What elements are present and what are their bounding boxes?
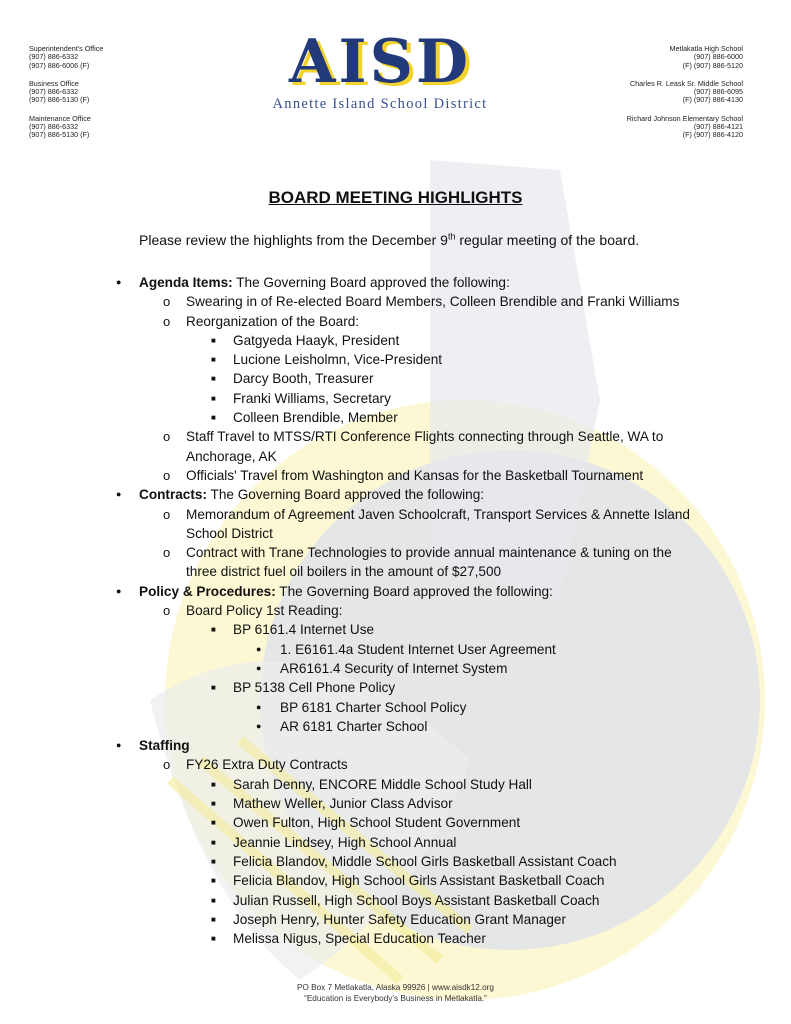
intro-before: Please review the highlights from the December 9 (139, 232, 448, 248)
item-heading: Policy & Procedures: (139, 583, 276, 599)
list-item-level-3 (0, 369, 703, 388)
square-bullet-icon: ■ (211, 335, 216, 345)
item-text: AR 6181 Charter School (280, 718, 428, 734)
item-text: Swearing in of Re-elected Board Members, Colleen Brendible and Franki Williams (186, 294, 680, 310)
list-item-level-3 (0, 871, 703, 890)
item-text: Officials' Travel from Washington and Kansas for the Basketball Tournament (186, 467, 644, 483)
square-bullet-icon: ■ (211, 683, 216, 693)
circle-bullet-icon: o (163, 506, 171, 522)
bullet-icon: ● (116, 277, 122, 287)
square-bullet-icon: ■ (211, 355, 216, 365)
item-text: Sarah Denny, ENCORE Middle School Study Hall (233, 776, 532, 792)
list-item-level-2 (0, 505, 706, 544)
item-text: Board Policy 1st Reading: (186, 603, 343, 619)
fax: (F) (907) 886-4120 (682, 130, 743, 140)
item-text: Jeannie Lindsey, High School Annual (233, 834, 457, 850)
list-item-level-3 (0, 678, 703, 697)
phone: (907) 886-4121 (693, 122, 743, 132)
fax: (907) 886-5130 (F) (29, 95, 90, 105)
item-text: FY26 Extra Duty Contracts (186, 757, 348, 773)
item-text: Contract with Trane Technologies to provide annual maintenance & tuning on the three district fuel oil boilers in the amount of $27,500 (186, 545, 672, 580)
square-bullet-icon: ■ (211, 856, 216, 866)
school-name: Charles R. Leask Sr. Middle School (629, 78, 743, 88)
bullet-icon: ● (256, 643, 262, 654)
list-item-level-4 (0, 640, 700, 659)
circle-bullet-icon: o (163, 313, 171, 329)
square-bullet-icon: ■ (211, 413, 216, 423)
list-item-level-1 (0, 582, 699, 601)
square-bullet-icon: ■ (211, 818, 216, 828)
list-item-level-3 (0, 929, 703, 948)
list-item-level-3 (0, 852, 703, 871)
bullet-icon: ● (116, 489, 122, 500)
item-text: Staff Travel to MTSS/RTI Conference Flights connecting through Seattle, WA to Anchorage, AK (186, 429, 664, 464)
square-bullet-icon: ■ (211, 374, 216, 384)
header-right-contacts (627, 45, 743, 150)
school-name: Metlakatla High School (669, 44, 743, 53)
bullet-icon: ● (256, 701, 262, 712)
circle-bullet-icon: o (163, 757, 171, 773)
list-item-level-3 (0, 408, 703, 427)
bullet-icon: ● (116, 585, 122, 596)
list-item-level-2 (0, 543, 706, 582)
item-text: Darcy Booth, Treasurer (233, 371, 374, 387)
item-text: Melissa Nigus, Special Education Teacher (233, 931, 486, 947)
square-bullet-icon: ■ (211, 876, 216, 886)
fax: (907) 886-6006 (F) (29, 60, 90, 70)
phone: (907) 886-6332 (29, 87, 79, 97)
footer-address: PO Box 7 Metlakatla, Alaska 99926 | www.aisdk12.org (297, 983, 494, 992)
circle-bullet-icon: o (163, 545, 171, 561)
item-text: Felicia Blandov, Middle School Girls Basketball Assistant Coach (233, 853, 617, 869)
office-name: Business Office (29, 78, 79, 88)
item-text: 1. E6161.4a Student Internet User Agreement (280, 641, 556, 657)
circle-bullet-icon: o (163, 467, 171, 483)
list-item-level-3 (0, 620, 703, 639)
bullet-icon: ● (256, 720, 262, 731)
list-item-level-2 (0, 466, 706, 485)
square-bullet-icon: ■ (211, 895, 216, 905)
list-item-level-3 (0, 331, 703, 350)
office-name: Superintendent's Office (29, 44, 104, 53)
header-left-contacts (29, 45, 103, 150)
item-text: AR6161.4 Security of Internet System (280, 660, 508, 676)
item-heading: Agenda Items: (139, 275, 233, 290)
square-bullet-icon: ■ (211, 625, 216, 635)
bullet-icon: ● (256, 662, 262, 673)
item-text: BP 6161.4 Internet Use (233, 622, 375, 638)
list-item-level-3 (0, 389, 703, 408)
item-text: Julian Russell, High School Boys Assistant Basketball Coach (233, 892, 600, 908)
footer-motto: “Education is Everybody’s Business in Metlakatla.” (304, 993, 487, 1003)
logo-subtitle: Annette Island School District (272, 96, 488, 112)
item-text: Joseph Henry, Hunter Safety Education Grant Manager (233, 911, 566, 927)
list-item-level-3 (0, 794, 703, 813)
square-bullet-icon: ■ (211, 914, 216, 924)
circle-bullet-icon: o (163, 603, 171, 619)
item-text: Franki Williams, Secretary (233, 390, 391, 406)
item-text: Owen Fulton, High School Student Government (233, 815, 521, 831)
square-bullet-icon: ■ (211, 393, 216, 403)
phone: (907) 886-6332 (29, 122, 79, 132)
item-text: The Governing Board approved the following: (206, 487, 485, 503)
list-item-level-2 (0, 292, 706, 311)
list-item-level-3 (0, 910, 703, 929)
square-bullet-icon: ■ (211, 799, 216, 809)
list-item-level-1 (0, 273, 699, 292)
list-item-level-4 (0, 698, 700, 717)
footer (0, 983, 791, 1004)
list-item-level-3 (0, 775, 703, 794)
item-text: Lucione Leisholmn, Vice-President (233, 352, 443, 368)
list-item-level-2 (0, 755, 706, 774)
list-item-level-2 (0, 601, 706, 620)
fax: (F) (907) 886-4130 (682, 95, 743, 105)
phone: (907) 886-6332 (29, 52, 79, 62)
item-text: The Governing Board approved the following: (275, 583, 553, 599)
item-heading: Contracts: (139, 487, 207, 503)
item-heading: Staffing (139, 738, 190, 754)
item-text: BP 5138 Cell Phone Policy (233, 680, 396, 696)
item-text: Colleen Brendible, Member (233, 410, 398, 426)
aisd-logo (270, 27, 490, 113)
logo-text: AISD (289, 27, 471, 97)
list-item-level-3 (0, 891, 703, 910)
list-item-level-3 (0, 350, 703, 369)
item-text: Mathew Weller, Junior Class Advisor (233, 796, 453, 812)
item-text: The Governing Board approved the following: (232, 275, 510, 290)
square-bullet-icon: ■ (211, 837, 216, 847)
phone: (907) 886-6000 (693, 52, 743, 62)
school-name: Richard Johnson Elementary School (626, 113, 743, 123)
page-title: BOARD MEETING HIGHLIGHTS (268, 188, 523, 207)
item-text: Felicia Blandov, High School Girls Assistant Basketball Coach (233, 873, 605, 889)
list-item-level-4 (0, 717, 700, 736)
item-text: BP 6181 Charter School Policy (280, 699, 467, 715)
list-item-level-4 (0, 659, 700, 678)
fax: (907) 886-5130 (F) (29, 130, 90, 140)
bullet-icon: ● (116, 740, 122, 751)
intro-after: regular meeting of the board. (455, 232, 640, 248)
list-item-level-3 (0, 833, 703, 852)
item-text: Memorandum of Agreement Javen Schoolcraft, Transport Services & Annette Island School District (186, 506, 690, 541)
office-name: Maintenance Office (29, 113, 91, 123)
list-item-level-2 (0, 312, 706, 331)
intro-sup: th (447, 231, 456, 242)
square-bullet-icon: ■ (211, 934, 216, 944)
circle-bullet-icon: o (163, 294, 171, 310)
circle-bullet-icon: o (163, 429, 171, 445)
item-text: Gatgyeda Haayk, President (233, 332, 400, 348)
intro-text (139, 232, 639, 248)
list-item-level-1 (0, 736, 699, 755)
phone: (907) 886-6095 (693, 87, 743, 97)
list-item-level-1 (0, 485, 699, 504)
highlights-list (0, 273, 791, 948)
list-item-level-2 (0, 427, 706, 466)
square-bullet-icon: ■ (211, 779, 216, 789)
item-text: Reorganization of the Board: (186, 313, 360, 329)
fax: (F) (907) 886-5120 (682, 60, 743, 70)
list-item-level-3 (0, 813, 703, 832)
